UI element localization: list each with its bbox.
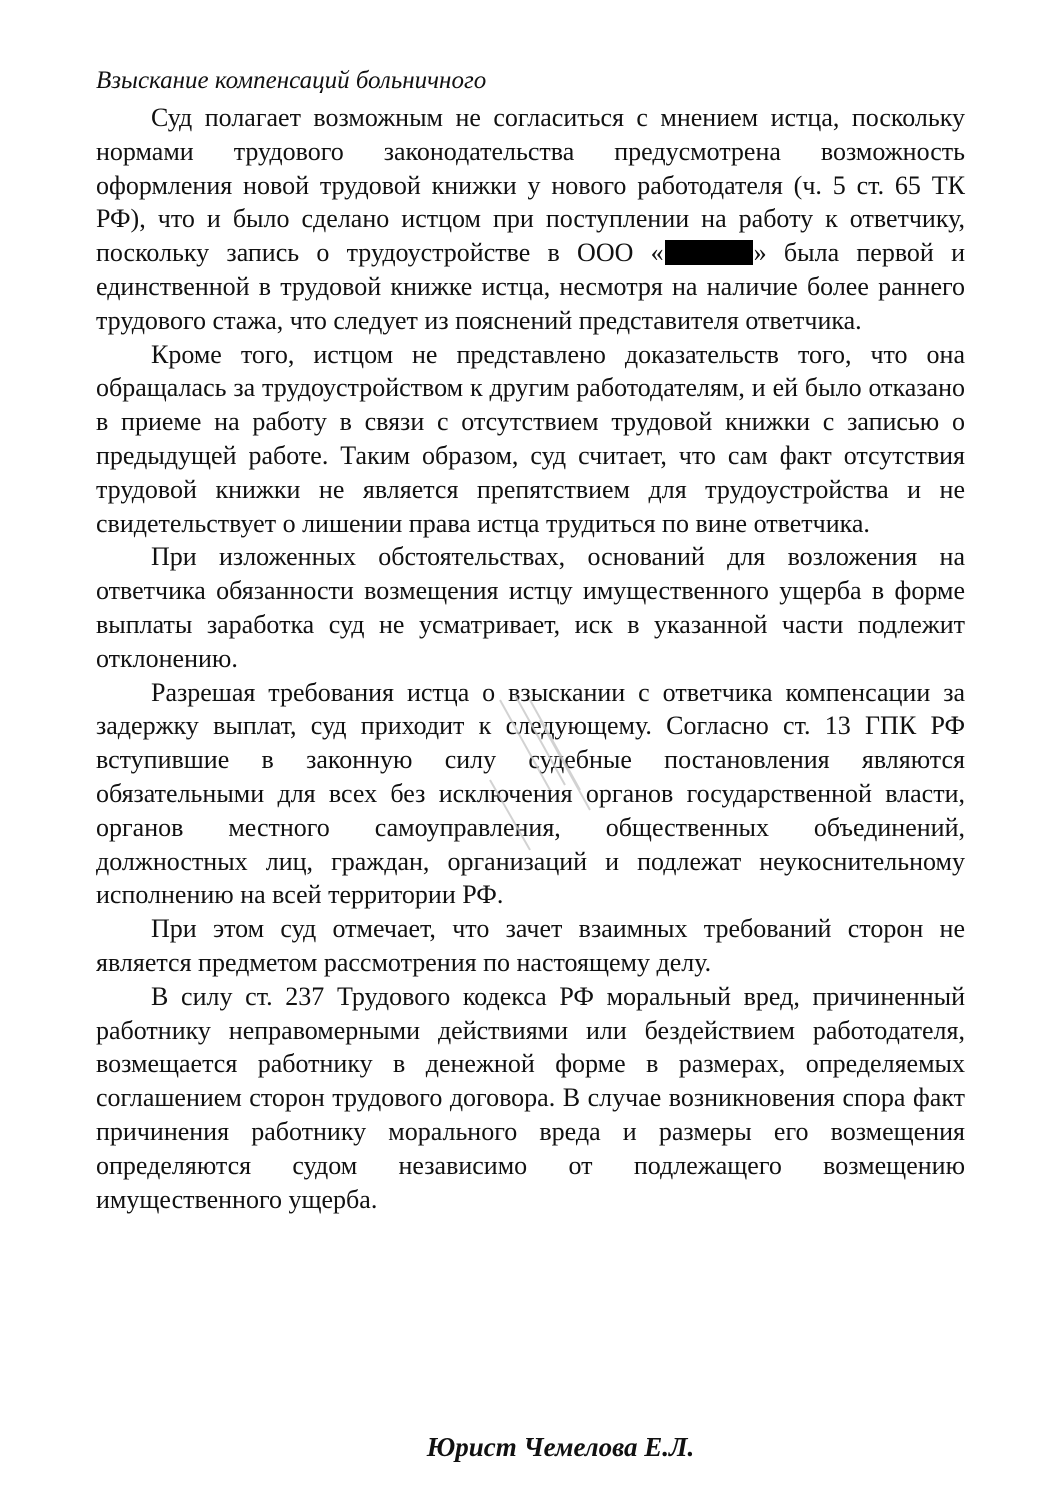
paragraph-1-text-before: Суд полагает возможным не согласиться с мнением истца, поскольку нормами трудового законодательства предусмотрена возможность оформления новой трудовой книжки у нового работодателя (ч. 5 ст. 65 ТК РФ), что и было сделано истцом при поступлении на работу к ответчику, поскольку запись о трудоустройстве в ООО « xyxy=(96,103,965,268)
document-heading: Взыскание компенсаций больничного xyxy=(96,67,487,94)
paragraph-1 xyxy=(96,101,965,338)
paragraph-6: В силу ст. 237 Трудового кодекса РФ моральный вред, причиненный работнику неправомерными действиями или бездействием работодателя, возмещается работнику в денежной форме в размерах, определяемых соглашением сторон трудового договора. В случае возникновения спора факт причинения работнику морального вреда и размеры его возмещения определяются судом независимо от подлежащего возмещению имущественного ущерба. xyxy=(96,981,965,1214)
paragraph-4: Разрешая требования истца о взыскании с ответчика компенсации за задержку выплат, суд приходит к следующему. Согласно ст. 13 ГПК РФ вступившие в законную силу судебные постановления являются обязательными для всех без исключения органов государственной власти, органов местного самоуправления, общественных объединений, должностных лиц, граждан, организаций и подлежат неукоснительному исполнению на всей территории РФ. xyxy=(96,677,965,910)
paragraph-1-text-after: » была первой и единственной в трудовой книжке истца, несмотря на наличие более раннего трудового стажа, что следует из пояснений представителя ответчика. xyxy=(96,238,965,335)
paragraph-2: Кроме того, истцом не представлено доказательств того, что она обращалась за трудоустройством к другим работодателям, и ей было отказано в приеме на работу в связи с отсутствием трудовой книжки с записью о предыдущей работе. Таким образом, суд считает, что сам факт отсутствия трудовой книжки не является препятствием для трудоустройства и не свидетельствует о лишении права истца трудиться по вине ответчика. xyxy=(96,339,965,538)
document-body xyxy=(96,101,965,1216)
paragraph-3: При изложенных обстоятельствах, оснований для возложения на ответчика обязанности возмещения истцу имущественного ущерба в форме выплаты заработка суд не усматривает, иск в указанной части подлежит отклонению. xyxy=(96,542,965,673)
redacted-company-name xyxy=(665,240,753,265)
signature: Юрист Чемелова Е.Л. xyxy=(426,1432,695,1462)
paragraph-5: При этом суд отмечает, что зачет взаимных требований сторон не является предметом рассмотрения по настоящему делу. xyxy=(96,914,965,977)
